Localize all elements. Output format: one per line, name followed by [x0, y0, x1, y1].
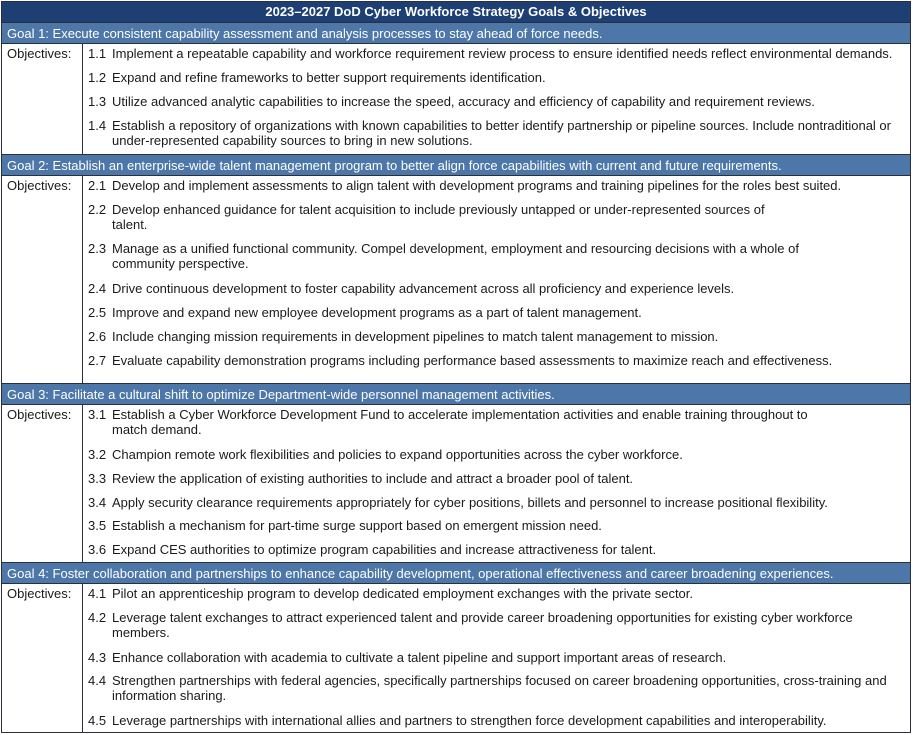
objective-number: 4.5 — [88, 713, 107, 728]
objective-number: 2.7 — [88, 353, 107, 368]
goal-4-header: Goal 4: Foster collaboration and partnerships to enhance capability development, operational effectiveness and career broadening experiences. — [2, 563, 910, 584]
objective-text: Evaluate capability demonstration programs including performance based assessments to maximize reach and effectiveness. — [112, 353, 833, 368]
objective-item — [88, 329, 910, 353]
objective-text: Apply security clearance requirements appropriately for cyber positions, billets and personnel to increase positional flexibility. — [112, 495, 828, 510]
goal-3-objectives — [83, 405, 910, 562]
objective-item — [88, 650, 910, 673]
objective-number: 3.5 — [88, 518, 107, 533]
objective-text: Utilize advanced analytic capabilities to increase the speed, accuracy and efficiency of capability and requirement reviews. — [112, 94, 815, 109]
goal-4-section — [2, 563, 910, 732]
objective-text: Include changing mission requirements in development pipelines to match talent management to mission. — [112, 329, 719, 344]
objective-text: Leverage partnerships with international allies and partners to strengthen force development capabilities and interoperability. — [112, 713, 827, 728]
objective-text: Enhance collaboration with academia to cultivate a talent pipeline and support important areas of research. — [112, 650, 727, 665]
goal-4-objectives — [83, 584, 910, 732]
objective-number: 2.4 — [88, 281, 107, 296]
goals-objectives-table — [1, 1, 911, 733]
objective-number: 1.2 — [88, 70, 107, 85]
objective-number: 3.6 — [88, 542, 107, 557]
goal-1-section — [2, 23, 910, 155]
objective-item — [88, 305, 910, 329]
goal-2-header: Goal 2: Establish an enterprise-wide talent management program to better align force capabilities with current and future requirements. — [2, 155, 910, 176]
objectives-label: Objectives: — [2, 44, 83, 154]
objective-number: 1.4 — [88, 118, 107, 133]
objective-item — [88, 46, 910, 70]
objective-number: 2.5 — [88, 305, 107, 320]
objective-number: 4.3 — [88, 650, 107, 665]
objective-text: Develop and implement assessments to align talent with development programs and training pipelines for the roles best suited. — [112, 178, 842, 193]
objective-text: Expand CES authorities to optimize program capabilities and increase attractiveness for talent. — [112, 542, 657, 557]
objective-number: 3.1 — [88, 407, 107, 422]
objective-text: Develop enhanced guidance for talent acquisition to include previously untapped or under-represented sources of talent. — [112, 202, 765, 232]
objective-text: Establish a repository of organizations with known capabilities to better identify partnership or pipeline sources. Include nontraditional or under-represented capability sources to bring in new solutions. — [112, 118, 891, 148]
objective-text: Pilot an apprenticeship program to develop dedicated employment exchanges with the private sector. — [112, 586, 694, 601]
objective-item — [88, 447, 910, 471]
objective-number: 2.2 — [88, 202, 107, 217]
objective-number: 2.6 — [88, 329, 107, 344]
goal-1-header: Goal 1: Execute consistent capability assessment and analysis processes to stay ahead of force needs. — [2, 23, 910, 44]
objective-text: Review the application of existing authorities to include and attract a broader pool of talent. — [112, 471, 634, 486]
objective-text: Improve and expand new employee development programs as a part of talent management. — [112, 305, 642, 320]
objective-text: Strengthen partnerships with federal agencies, specifically partnerships focused on career broadening opportunities, cross-training and information sharing. — [112, 673, 887, 703]
goal-2-section — [2, 155, 910, 384]
goal-3-section — [2, 384, 910, 563]
goal-1-body — [2, 44, 910, 155]
goal-3-header: Goal 3: Facilitate a cultural shift to optimize Department-wide personnel management activities. — [2, 384, 910, 405]
objective-text: Drive continuous development to foster capability advancement across all proficiency and experience levels. — [112, 281, 735, 296]
objective-number: 4.1 — [88, 586, 107, 601]
objective-number: 1.1 — [88, 46, 107, 61]
objective-item — [88, 610, 910, 650]
goal-3-body — [2, 405, 910, 563]
objective-item — [88, 407, 910, 447]
objective-number: 2.3 — [88, 241, 107, 256]
objectives-label: Objectives: — [2, 176, 83, 383]
goal-4-body — [2, 584, 910, 732]
objectives-label: Objectives: — [2, 405, 83, 562]
objective-number: 3.4 — [88, 495, 107, 510]
objective-text: Implement a repeatable capability and workforce requirement review process to ensure identified needs reflect environmental demands. — [112, 46, 893, 61]
objective-item — [88, 241, 910, 281]
objective-text: Champion remote work flexibilities and policies to expand opportunities across the cyber workforce. — [112, 447, 683, 462]
objective-text: Manage as a unified functional community. Compel development, employment and resourcing decisions with a whole of community perspective. — [112, 241, 799, 271]
objective-item — [88, 542, 910, 562]
objective-item — [88, 713, 910, 731]
goal-2-body — [2, 176, 910, 384]
objective-item — [88, 586, 910, 610]
objective-item — [88, 202, 910, 241]
objective-number: 2.1 — [88, 178, 107, 193]
objective-number: 3.2 — [88, 447, 107, 462]
objective-number: 4.4 — [88, 673, 107, 688]
objective-item — [88, 281, 910, 305]
objective-text: Expand and refine frameworks to better support requirements identification. — [112, 70, 546, 85]
objective-item — [88, 94, 910, 118]
objective-item — [88, 673, 910, 713]
objective-item — [88, 70, 910, 94]
objective-item — [88, 353, 910, 375]
goal-2-objectives — [83, 176, 910, 383]
objective-number: 3.3 — [88, 471, 107, 486]
objective-item — [88, 178, 910, 202]
objective-item — [88, 471, 910, 495]
goal-1-objectives — [83, 44, 910, 154]
objective-text: Establish a Cyber Workforce Development Fund to accelerate implementation activities and enable training throughout to match demand. — [112, 407, 808, 437]
objective-number: 1.3 — [88, 94, 107, 109]
table-title: 2023–2027 DoD Cyber Workforce Strategy Goals & Objectives — [2, 2, 910, 23]
objectives-label: Objectives: — [2, 584, 83, 732]
objective-item — [88, 518, 910, 542]
objective-item — [88, 495, 910, 518]
objective-text: Leverage talent exchanges to attract experienced talent and provide career broadening opportunities for existing cyber workforce members. — [112, 610, 853, 640]
objective-item — [88, 118, 910, 152]
objective-text: Establish a mechanism for part-time surge support based on emergent mission need. — [112, 518, 602, 533]
objective-number: 4.2 — [88, 610, 107, 625]
